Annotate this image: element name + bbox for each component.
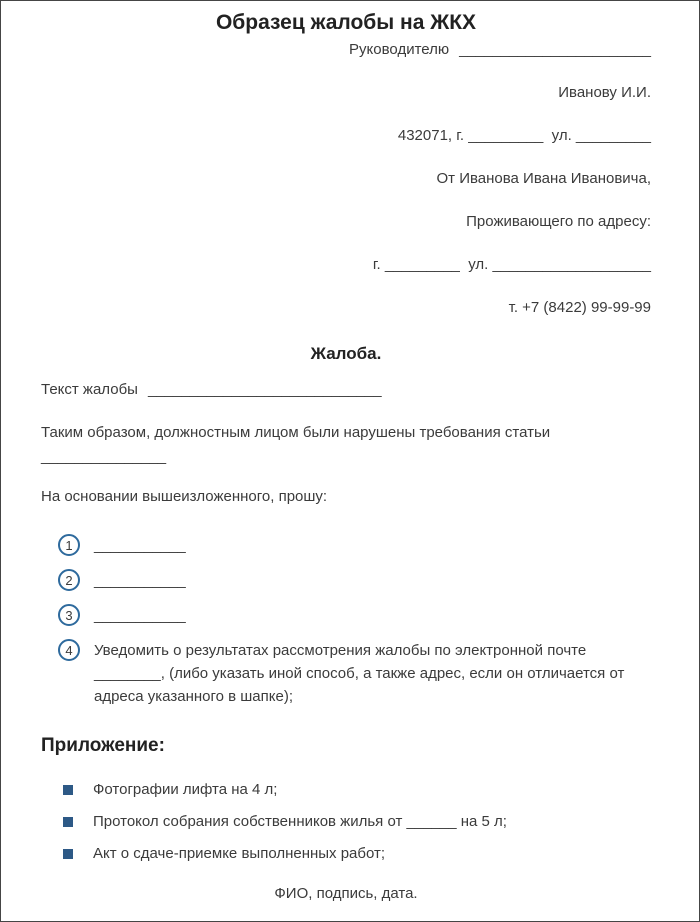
request-item-4 (58, 639, 651, 708)
attachment-item-3 (63, 844, 651, 863)
request-text: ___________ (94, 537, 186, 554)
request-item-3 (58, 604, 651, 627)
header-line-residing: Проживающего по адресу: (466, 213, 651, 230)
complaint-text-line (41, 380, 651, 399)
recipient-block (41, 40, 651, 317)
request-item-1 (58, 534, 651, 557)
attachments-heading: Приложение: (41, 735, 165, 756)
item-number-badge: 4 (58, 639, 80, 661)
signature-line: ФИО, подпись, дата. (274, 885, 418, 902)
attachment-text: Фотографии лифта на 4 л; (93, 781, 278, 798)
request-item-2 (58, 569, 651, 592)
request-intro: На основании вышеизложенного, прошу: (41, 488, 328, 505)
violation-text: Таким образом, должностным лицом были нарушены требования статьи (41, 424, 551, 441)
header-line-sender: От Иванова Ивана Ивановича, (436, 170, 651, 187)
violation-blank: _______________ (41, 448, 167, 465)
item-number-badge: 1 (58, 534, 80, 556)
item-number-badge: 3 (58, 604, 80, 626)
square-bullet-icon (63, 849, 73, 859)
attachment-text: Протокол собрания собственников жилья от ______ на 5 л; (93, 813, 507, 830)
square-bullet-icon (63, 817, 73, 827)
attachments-list (41, 780, 651, 863)
header-line-phone: т. +7 (8422) 99-99-99 (508, 299, 651, 316)
requests-list (41, 534, 651, 708)
header-line-postal-address: 432071, г. _________ ул. _________ (397, 127, 651, 144)
attachment-item-2 (63, 812, 651, 831)
complaint-text-blank: ____________________________ (147, 381, 382, 398)
square-bullet-icon (63, 785, 73, 795)
recipient-blank: _______________________ (459, 41, 651, 58)
request-text: ___________ (94, 607, 186, 624)
subject-heading: Жалоба. (310, 344, 382, 363)
attachment-item-1 (63, 780, 651, 799)
recipient-line (41, 40, 651, 59)
item-number-badge: 2 (58, 569, 80, 591)
header-line-addressee: Иванову И.И. (558, 84, 651, 101)
complaint-text-label: Текст жалобы (41, 381, 138, 398)
document-title: Образец жалобы на ЖКХ (215, 11, 477, 34)
recipient-label: Руководителю (349, 41, 450, 58)
request-text: ___________ (94, 572, 186, 589)
request-text: Уведомить о результатах рассмотрения жалобы по электронной почте ________, (либо указать иной способ, а также адрес, если он отличается от адреса указанного в шапке); (94, 642, 629, 705)
violation-paragraph (41, 421, 651, 469)
header-line-sender-address: г. _________ ул. ___________________ (372, 256, 651, 273)
attachment-text: Акт о сдаче-приемке выполненных работ; (93, 845, 386, 862)
